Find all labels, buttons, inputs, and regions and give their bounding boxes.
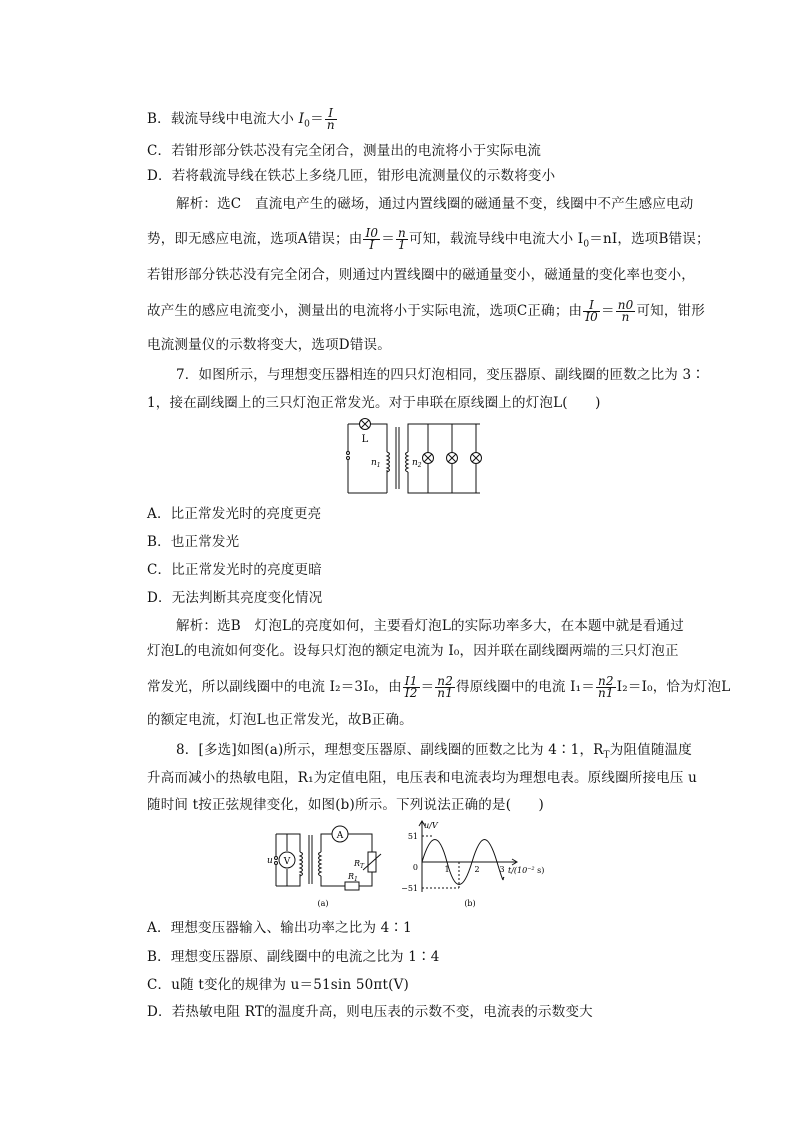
q7-circuit-diagram: [340, 417, 490, 497]
q6-solution-line-1: 解析：选C 直流电产生的磁场，通过内置线圈的磁通量不变，线圈中不产生感应电动: [176, 196, 694, 212]
fraction: [583, 300, 600, 323]
q6-solution-line-5: 电流测量仪的示数将变大，选项D错误。: [147, 337, 391, 353]
fraction: [363, 228, 380, 251]
denominator: n: [326, 118, 335, 132]
text: ＝nI，选项B错误；: [589, 231, 710, 247]
caption-b: (b): [464, 899, 476, 908]
denominator: n: [621, 310, 630, 324]
text: I₂＝I₀，恰为灯泡L: [616, 679, 731, 695]
label-rt: R: [354, 859, 361, 868]
q7-option-d: D．无法判断其亮度变化情况: [147, 590, 323, 606]
equals: ＝: [310, 111, 324, 127]
superscript: −2: [527, 866, 535, 872]
label-u: u: [267, 856, 273, 866]
numerator: n2: [597, 674, 614, 688]
numerator: I1: [404, 674, 418, 688]
numerator: n0: [617, 298, 634, 312]
q6-option-b: [147, 108, 338, 134]
tick-51: 51: [407, 832, 418, 841]
tick-2: 2: [474, 865, 480, 874]
tick-3: 3: [499, 865, 505, 874]
label-v: V: [283, 857, 291, 867]
fraction: [396, 228, 408, 251]
svg-text:n2: [412, 458, 422, 469]
subscript: 0: [304, 119, 311, 130]
q7-stem-line-2: 1，接在副线圈上的三只灯泡正常发光。对于串联在原线圈上的灯泡L( ): [147, 395, 601, 411]
origin-label: 0: [412, 863, 418, 872]
q8-stem-line-1: [176, 741, 692, 765]
text: 得原线圈中的电流 I₁＝: [456, 679, 595, 695]
subscript: 1: [376, 462, 381, 469]
text: 可知，载流导线中电流大小 I: [408, 231, 584, 247]
fraction: [616, 300, 636, 323]
fraction: [325, 108, 337, 131]
q8-option-c: C．u随 t变化的规律为 u＝51sin 50πt(V): [147, 977, 409, 993]
x-axis-label: t/(10: [508, 866, 528, 875]
q6-solution-line-4: 故产生的感应电流变小，测量出的电流将小于实际电流，选项C正确；由 $\frac{I}{I0}$ ＝ $\frac{n0}{n}$ 可知，钳形: [147, 298, 705, 324]
svg-text:n1: [371, 458, 381, 469]
caption-a: (a): [317, 899, 329, 908]
y-axis-label: u/V: [424, 821, 438, 830]
denominator: n1: [597, 686, 614, 700]
numerator: n2: [437, 674, 454, 688]
q8-stem-line-2: 升高而减小的热敏电阻，R₁为定值电阻，电压表和电流表均为理想电表。原线圈所接电压 u: [147, 770, 697, 786]
numerator: I0: [365, 226, 379, 240]
text: 8．[多选]如图(a)所示，理想变压器原、副线圈的匝数之比为 4∶1，R: [176, 742, 604, 758]
q8-figure-b-waveform: [398, 818, 558, 910]
q7-option-b: B．也正常发光: [147, 534, 240, 550]
subscript: 1: [354, 876, 358, 883]
label-a: A: [336, 831, 344, 841]
text: 势，即无感应电流，选项A错误；由: [147, 231, 363, 247]
svg-text:RT: [353, 859, 365, 870]
q8-stem-line-3: 随时间 t按正弦规律变化，如图(b)所示。下列说法正确的是( ): [147, 797, 545, 813]
fraction: [403, 676, 420, 699]
q6-solution-line-3: 若钳形部分铁芯没有完全闭合，则通过内置线圈中的磁通量变小，磁通量的变化率也变小，: [147, 267, 695, 283]
symbol-i: I: [298, 111, 305, 127]
numerator: I: [583, 300, 600, 312]
label-n2: n: [412, 458, 418, 468]
denominator: I2: [404, 686, 418, 700]
q6-option-d: D．若将载流导线在铁芯上多绕几匝，钳形电流测量仪的示数将变小: [147, 168, 556, 184]
numerator: n: [397, 226, 406, 240]
svg-text:R1: [347, 872, 358, 883]
denominator: n1: [437, 686, 454, 700]
q8-option-a: A．理想变压器输入、输出功率之比为 4∶1: [147, 920, 412, 936]
tick-1: 1: [444, 865, 450, 874]
q7-option-c: C．比正常发光时的亮度更暗: [147, 562, 322, 578]
q6-option-c: C．若钳形部分铁芯没有完全闭合，测量出的电流将小于实际电流: [147, 143, 542, 159]
fraction: [435, 676, 455, 699]
tick-neg51: −51: [401, 884, 418, 893]
x-axis-unit: s): [534, 866, 545, 875]
text: 可知，钳形: [636, 303, 705, 319]
denominator: 1: [397, 238, 406, 252]
numerator: I: [325, 108, 337, 120]
q7-solution-line-1: 解析：选B 灯泡L的亮度如何，主要看灯泡L的实际功率多大，在本题中就是看通过: [176, 618, 684, 634]
text: 为阻值随温度: [609, 742, 692, 758]
q7-stem-line-1: 7．如图所示，与理想变压器相连的四只灯泡相同，变压器原、副线圈的匝数之比为 3∶: [176, 367, 705, 383]
subscript: T: [360, 863, 365, 870]
q8-option-d: D．若热敏电阻 RT的温度升高，则电压表的示数不变，电流表的示数变大: [147, 1004, 593, 1020]
q7-solution-line-3: 常发光，所以副线圈中的电流 I₂＝3I₀，由 $\frac{I1}{I2}$ ＝ $\frac{n2}{n1}$ 得原线圈中的电流 I₁＝ $\frac{n2}{n1}$ I₂＝I₀，恰为灯泡L: [147, 674, 731, 700]
svg-text:t/(10−2 s): [508, 866, 544, 875]
text: 故产生的感应电流变小，测量出的电流将小于实际电流，选项C正确；由: [147, 303, 583, 319]
option-text: B．载流导线中电流大小: [147, 111, 299, 127]
text: 常发光，所以副线圈中的电流 I₂＝3I₀，由: [147, 679, 402, 695]
subscript: 2: [417, 462, 422, 469]
q7-solution-line-2: 灯泡L的电流如何变化。设每只灯泡的额定电流为 I₀，因并联在副线圈两端的三只灯泡正: [147, 643, 679, 659]
fraction: [596, 676, 616, 699]
denominator: I: [369, 238, 375, 252]
subscript: T: [603, 750, 610, 761]
q8-option-b: B．理想变压器原、副线圈中的电流之比为 1∶4: [147, 949, 440, 965]
q7-option-a: A．比正常发光时的亮度更亮: [147, 506, 322, 522]
label-n1: n: [371, 458, 377, 468]
denominator: I0: [585, 310, 599, 324]
label-r1: R: [348, 872, 355, 881]
label-l: L: [361, 434, 369, 445]
q8-figure-a-circuit: [262, 822, 384, 910]
q7-solution-line-4: 的额定电流，灯泡L也正常发光，故B正确。: [147, 712, 413, 728]
q6-solution-line-2: 势，即无感应电流，选项A错误；由 $\frac{I0}{I}$ ＝ $\frac{n}{1}$ 可知，载流导线中电流大小 $I_0=nI$，选项B错误；: [147, 226, 710, 252]
